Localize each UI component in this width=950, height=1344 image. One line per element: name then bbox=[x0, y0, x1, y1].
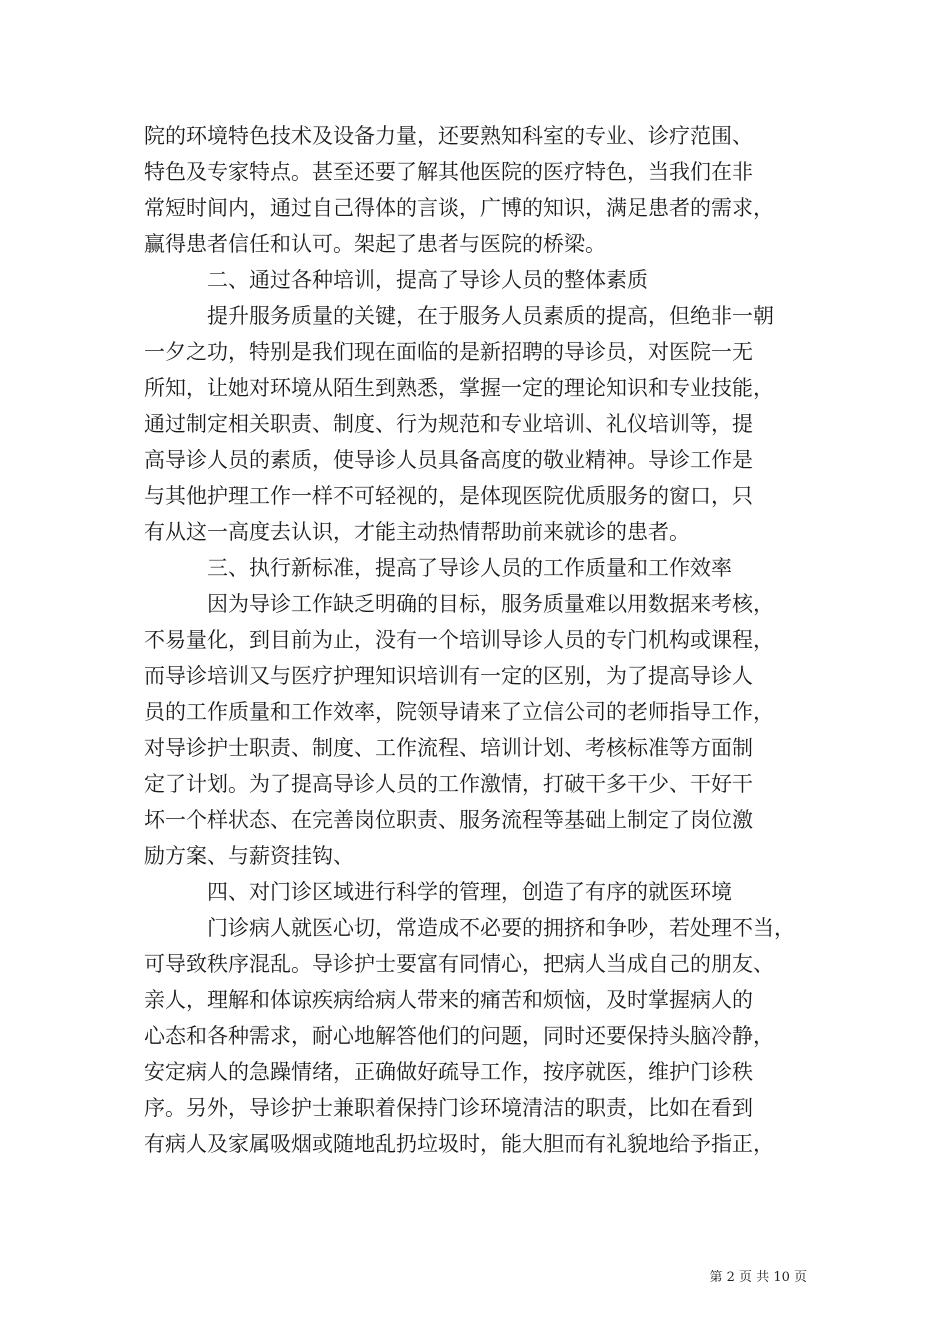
text-line: 序。另外，导诊护士兼职着保持门诊环境清洁的职责，比如在看到 bbox=[144, 1096, 753, 1120]
text-line: 不易量化，到目前为止，没有一个培训导诊人员的专门机构或课程， bbox=[144, 628, 774, 652]
text-line: 通过制定相关职责、制度、行为规范和专业培训、礼仪培训等，提 bbox=[144, 412, 753, 436]
text-line: 定了计划。为了提高导诊人员的工作激情，打破干多干少、干好干 bbox=[144, 772, 753, 796]
text-line: 所知，让她对环境从陌生到熟悉，掌握一定的理论知识和专业技能， bbox=[144, 376, 774, 400]
text-line: 提升服务质量的关键，在于服务人员素质的提高，但绝非一朝 bbox=[207, 304, 774, 328]
text-line: 因为导诊工作缺乏明确的目标，服务质量难以用数据来考核， bbox=[207, 592, 774, 616]
text-line: 员的工作质量和工作效率，院领导请来了立信公司的老师指导工作， bbox=[144, 700, 774, 724]
text-line: 特色及专家特点。甚至还要了解其他医院的医疗特色，当我们在非 bbox=[144, 160, 753, 184]
text-line: 而导诊培训又与医疗护理知识培训有一定的区别，为了提高导诊人 bbox=[144, 664, 753, 688]
text-line: 赢得患者信任和认可。架起了患者与医院的桥梁。 bbox=[144, 232, 606, 256]
text-line: 安定病人的急躁情绪，正确做好疏导工作，按序就医，维护门诊秩 bbox=[144, 1060, 753, 1084]
text-line: 一夕之功，特别是我们现在面临的是新招聘的导诊员，对医院一无 bbox=[144, 340, 753, 364]
text-line: 常短时间内，通过自己得体的言谈，广博的知识，满足患者的需求， bbox=[144, 196, 774, 220]
section-heading: 三、执行新标准，提高了导诊人员的工作质量和工作效率 bbox=[207, 556, 732, 580]
text-line: 亲人，理解和体谅疾病给病人带来的痛苦和烦恼，及时掌握病人的 bbox=[144, 988, 753, 1012]
text-line: 有病人及家属吸烟或随地乱扔垃圾时，能大胆而有礼貌地给予指正， bbox=[144, 1132, 774, 1156]
text-line: 门诊病人就医心切，常造成不必要的拥挤和争吵，若处理不当， bbox=[207, 916, 795, 940]
text-line: 院的环境特色技术及设备力量，还要熟知科室的专业、诊疗范围、 bbox=[144, 124, 753, 148]
section-heading: 二、通过各种培训，提高了导诊人员的整体素质 bbox=[207, 268, 648, 292]
section-heading: 四、对门诊区域进行科学的管理，创造了有序的就医环境 bbox=[207, 880, 732, 904]
text-line: 心态和各种需求，耐心地解答他们的问题，同时还要保持头脑冷静， bbox=[144, 1024, 774, 1048]
text-line: 与其他护理工作一样不可轻视的，是体现医院优质服务的窗口，只 bbox=[144, 484, 753, 508]
text-line: 有从这一高度去认识，才能主动热情帮助前来就诊的患者。 bbox=[144, 520, 690, 544]
text-line: 励方案、与薪资挂钩、 bbox=[144, 844, 354, 868]
text-line: 高导诊人员的素质，使导诊人员具备高度的敬业精神。导诊工作是 bbox=[144, 448, 753, 472]
text-line: 对导诊护士职责、制度、工作流程、培训计划、考核标准等方面制 bbox=[144, 736, 753, 760]
page-number: 第 2 页 共 10 页 bbox=[709, 1270, 807, 1285]
body-text bbox=[144, 118, 824, 1162]
text-line: 可导致秩序混乱。导诊护士要富有同情心，把病人当成自己的朋友、 bbox=[144, 952, 774, 976]
text-line: 坏一个样状态、在完善岗位职责、服务流程等基础上制定了岗位激 bbox=[144, 808, 753, 832]
